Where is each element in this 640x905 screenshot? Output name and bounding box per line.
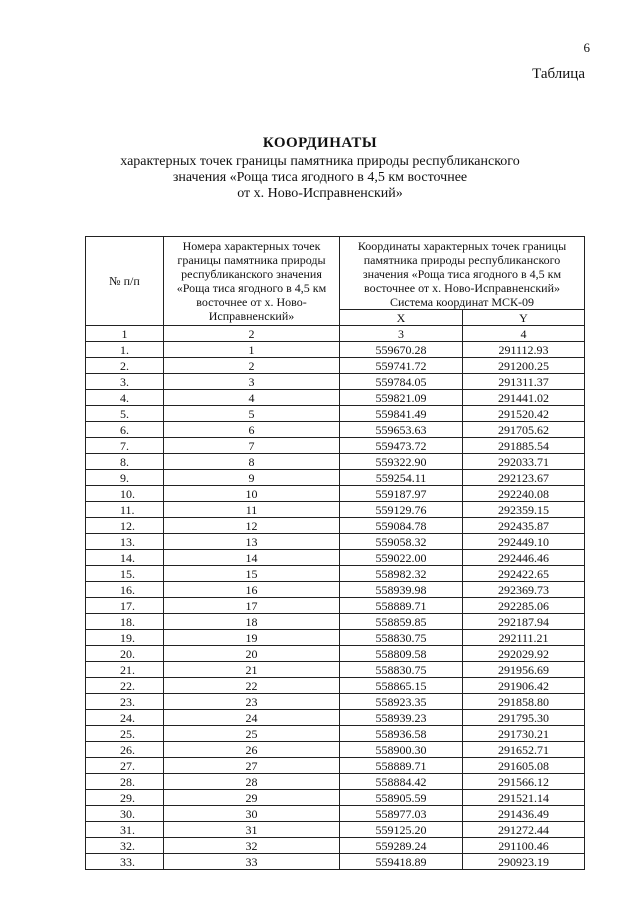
x-coordinate-cell: 558900.30 [340,742,463,758]
table-row [86,422,585,438]
y-coordinate-cell: 292446.46 [463,550,585,566]
point-number-cell: 28 [164,774,340,790]
point-number-cell: 24 [164,710,340,726]
table-body [86,342,585,870]
point-number-cell: 17 [164,598,340,614]
row-number-cell: 27. [86,758,164,774]
document-title: КООРДИНАТЫ [262,135,378,151]
row-number-cell: 18. [86,614,164,630]
y-coordinate-cell: 292449.10 [463,534,585,550]
x-coordinate-cell: 559841.49 [340,406,463,422]
point-number-cell: 26 [164,742,340,758]
row-number-cell: 7. [86,438,164,454]
point-number-cell: 6 [164,422,340,438]
row-number-cell: 17. [86,598,164,614]
table-label: Таблица [532,66,585,82]
y-coordinate-cell: 291705.62 [463,422,585,438]
y-coordinate-cell: 291441.02 [463,390,585,406]
x-coordinate-cell: 559670.28 [340,342,463,358]
y-coordinate-cell: 291652.71 [463,742,585,758]
y-coordinate-cell: 292029.92 [463,646,585,662]
header-coordinates-label: Координаты характерных точек границы памятника природы республиканского значения «Роща тиса ягодного в 4,5 км восточнее от х. Ново-Исправненский» [357,239,567,295]
row-number-cell: 16. [86,582,164,598]
row-number-cell: 32. [86,838,164,854]
table-row [86,790,585,806]
row-number-cell: 23. [86,694,164,710]
header-point-numbers-label: Номера характерных точек границы памятника природы республиканского значения «Роща тиса ягодного в 4,5 км восточнее от х. Ново-Исправненский» [176,239,327,323]
x-coordinate-cell: 558809.58 [340,646,463,662]
y-coordinate-cell: 290923.19 [463,854,585,870]
x-coordinate-cell: 559129.76 [340,502,463,518]
subtitle-line-3: от х. Ново-Исправненский» [237,186,403,201]
y-coordinate-cell: 291730.21 [463,726,585,742]
table-row [86,502,585,518]
table-row [86,566,585,582]
header-row-number-label: № п/п [109,274,140,288]
table-row [86,758,585,774]
subtitle-line-1: характерных точек границы памятника природы республиканского [120,154,520,169]
subtitle-line-2: значения «Роща тиса ягодного в 4,5 км восточнее [172,170,468,185]
x-coordinate-cell: 558977.03 [340,806,463,822]
y-coordinate-cell: 291795.30 [463,710,585,726]
table-row [86,534,585,550]
point-number-cell: 19 [164,630,340,646]
point-number-cell: 30 [164,806,340,822]
y-coordinate-cell: 291520.42 [463,406,585,422]
row-number-cell: 30. [86,806,164,822]
y-coordinate-cell: 292435.87 [463,518,585,534]
row-number-cell: 33. [86,854,164,870]
row-number-cell: 24. [86,710,164,726]
header-x: X [340,310,463,326]
table-row [86,854,585,870]
row-number-cell: 2. [86,358,164,374]
row-number-cell: 15. [86,566,164,582]
y-coordinate-cell: 291605.08 [463,758,585,774]
point-number-cell: 23 [164,694,340,710]
row-number-cell: 19. [86,630,164,646]
x-coordinate-cell: 558830.75 [340,662,463,678]
column-index-3: 3 [340,326,463,342]
point-number-cell: 7 [164,438,340,454]
x-coordinate-cell: 559653.63 [340,422,463,438]
x-coordinate-cell: 559418.89 [340,854,463,870]
row-number-cell: 8. [86,454,164,470]
point-number-cell: 29 [164,790,340,806]
table-row [86,406,585,422]
table-row [86,342,585,358]
point-number-cell: 1 [164,342,340,358]
table-row [86,358,585,374]
y-coordinate-cell: 291521.14 [463,790,585,806]
point-number-cell: 11 [164,502,340,518]
row-number-cell: 12. [86,518,164,534]
row-number-cell: 10. [86,486,164,502]
table-row [86,822,585,838]
point-number-cell: 14 [164,550,340,566]
x-coordinate-cell: 558936.58 [340,726,463,742]
header-row-number [86,237,164,326]
point-number-cell: 12 [164,518,340,534]
point-number-cell: 32 [164,838,340,854]
x-coordinate-cell: 558905.59 [340,790,463,806]
row-number-cell: 31. [86,822,164,838]
table-row [86,390,585,406]
x-coordinate-cell: 559254.11 [340,470,463,486]
x-coordinate-cell: 559289.24 [340,838,463,854]
row-number-cell: 21. [86,662,164,678]
table-row [86,470,585,486]
page-number: 6 [583,40,590,55]
x-coordinate-cell: 559473.72 [340,438,463,454]
table-row [86,662,585,678]
x-coordinate-cell: 559322.90 [340,454,463,470]
header-y: Y [463,310,585,326]
x-coordinate-cell: 558859.85 [340,614,463,630]
table-row [86,614,585,630]
column-index-1: 1 [86,326,164,342]
point-number-cell: 21 [164,662,340,678]
point-number-cell: 16 [164,582,340,598]
row-number-cell: 9. [86,470,164,486]
row-number-cell: 5. [86,406,164,422]
row-number-cell: 22. [86,678,164,694]
table-row [86,582,585,598]
column-index-2: 2 [164,326,340,342]
point-number-cell: 22 [164,678,340,694]
y-coordinate-cell: 292123.67 [463,470,585,486]
y-coordinate-cell: 292359.15 [463,502,585,518]
point-number-cell: 9 [164,470,340,486]
y-coordinate-cell: 292422.65 [463,566,585,582]
x-coordinate-cell: 558889.71 [340,598,463,614]
table-row [86,806,585,822]
row-number-cell: 4. [86,390,164,406]
y-coordinate-cell: 291436.49 [463,806,585,822]
table-row [86,598,585,614]
point-number-cell: 13 [164,534,340,550]
y-coordinate-cell: 291858.80 [463,694,585,710]
x-coordinate-cell: 559125.20 [340,822,463,838]
x-coordinate-cell: 559821.09 [340,390,463,406]
y-coordinate-cell: 291112.93 [463,342,585,358]
y-coordinate-cell: 291311.37 [463,374,585,390]
y-coordinate-cell: 292240.08 [463,486,585,502]
table-row [86,694,585,710]
x-coordinate-cell: 558939.98 [340,582,463,598]
table-row [86,774,585,790]
y-coordinate-cell: 292111.21 [463,630,585,646]
row-number-cell: 26. [86,742,164,758]
point-number-cell: 3 [164,374,340,390]
y-coordinate-cell: 292369.73 [463,582,585,598]
x-coordinate-cell: 559784.05 [340,374,463,390]
header-point-numbers [164,237,340,326]
row-number-cell: 25. [86,726,164,742]
header-coordinates [340,237,585,310]
coordinates-table [85,236,585,870]
y-coordinate-cell: 291272.44 [463,822,585,838]
point-number-cell: 4 [164,390,340,406]
y-coordinate-cell: 291885.54 [463,438,585,454]
y-coordinate-cell: 291100.46 [463,838,585,854]
point-number-cell: 25 [164,726,340,742]
point-number-cell: 2 [164,358,340,374]
y-coordinate-cell: 291566.12 [463,774,585,790]
y-coordinate-cell: 292033.71 [463,454,585,470]
table-row [86,710,585,726]
point-number-cell: 15 [164,566,340,582]
x-coordinate-cell: 558889.71 [340,758,463,774]
x-coordinate-cell: 558982.32 [340,566,463,582]
x-coordinate-cell: 559741.72 [340,358,463,374]
table-row [86,518,585,534]
x-coordinate-cell: 558865.15 [340,678,463,694]
x-coordinate-cell: 559022.00 [340,550,463,566]
x-coordinate-cell: 558884.42 [340,774,463,790]
row-number-cell: 13. [86,534,164,550]
table-row [86,646,585,662]
table-row [86,374,585,390]
y-coordinate-cell: 292285.06 [463,598,585,614]
point-number-cell: 33 [164,854,340,870]
x-coordinate-cell: 558939.23 [340,710,463,726]
row-number-cell: 3. [86,374,164,390]
table-row [86,454,585,470]
column-index-4: 4 [463,326,585,342]
x-coordinate-cell: 559084.78 [340,518,463,534]
point-number-cell: 18 [164,614,340,630]
header-coordinate-system: Система координат МСК-09 [389,295,535,309]
row-number-cell: 20. [86,646,164,662]
table-row [86,630,585,646]
point-number-cell: 20 [164,646,340,662]
table-row [86,678,585,694]
point-number-cell: 31 [164,822,340,838]
row-number-cell: 11. [86,502,164,518]
point-number-cell: 5 [164,406,340,422]
row-number-cell: 1. [86,342,164,358]
table-row [86,438,585,454]
table-row [86,726,585,742]
x-coordinate-cell: 558830.75 [340,630,463,646]
x-coordinate-cell: 559058.32 [340,534,463,550]
table-row [86,838,585,854]
point-number-cell: 10 [164,486,340,502]
y-coordinate-cell: 291906.42 [463,678,585,694]
row-number-cell: 29. [86,790,164,806]
y-coordinate-cell: 292187.94 [463,614,585,630]
y-coordinate-cell: 291956.69 [463,662,585,678]
row-number-cell: 28. [86,774,164,790]
point-number-cell: 8 [164,454,340,470]
table-row [86,742,585,758]
row-number-cell: 14. [86,550,164,566]
table-row [86,486,585,502]
table-row [86,550,585,566]
point-number-cell: 27 [164,758,340,774]
row-number-cell: 6. [86,422,164,438]
document-heading [0,135,640,202]
x-coordinate-cell: 558923.35 [340,694,463,710]
y-coordinate-cell: 291200.25 [463,358,585,374]
x-coordinate-cell: 559187.97 [340,486,463,502]
